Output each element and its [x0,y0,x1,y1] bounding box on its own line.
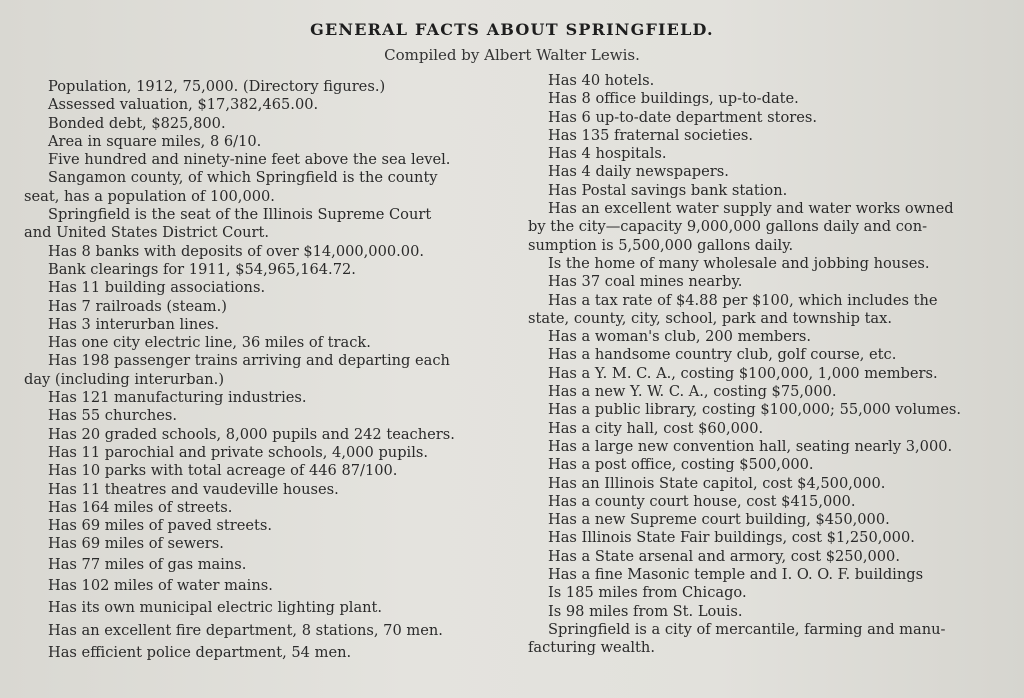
fact-line: Has an excellent fire department, 8 stations, 70 men. [48,621,443,639]
fact-line: Has 102 miles of water mains. [48,577,273,595]
fact-line: Has 8 office buildings, up-to-date. [548,90,799,108]
fact-line: Assessed valuation, $17,382,465.00. [48,96,319,114]
fact-line: Has 69 miles of sewers. [48,535,224,553]
fact-line: Has 3 interurban lines. [48,315,219,333]
fact-line: state, county, city, school, park and township tax. [528,309,893,327]
fact-line: Has a State arsenal and armory, cost $250,000. [548,547,900,565]
fact-line: Has 135 fraternal societies. [548,126,754,144]
fact-line: sumption is 5,500,000 gallons daily. [528,236,794,254]
page-title: GENERAL FACTS ABOUT SPRINGFIELD. [310,20,714,39]
fact-line: Has 8 banks with deposits of over $14,000,000.00. [48,242,425,260]
left-column [24,78,490,662]
fact-line: Has a fine Masonic temple and I. O. O. F. buildings [548,566,924,584]
fact-line: Has 11 building associations. [48,279,266,297]
fact-line: Has 10 parks with total acreage of 446 87/100. [48,462,398,480]
fact-line: Has 37 coal mines nearby. [548,273,743,291]
fact-line: Has 6 up-to-date department stores. [548,108,818,126]
fact-line: Has an excellent water supply and water works owned [548,200,954,218]
fact-line: Is 98 miles from St. Louis. [548,602,743,620]
fact-line: Has a new Supreme court building, $450,000. [548,511,890,529]
fact-line: and United States District Court. [24,224,269,242]
fact-line: Has a large new convention hall, seating nearly 3,000. [548,437,953,455]
fact-line: Has one city electric line, 36 miles of track. [48,334,371,352]
fact-line: Has a handsome country club, golf course, etc. [548,346,897,364]
fact-line: Population, 1912, 75,000. (Directory figures.) [48,78,386,95]
fact-line: Bank clearings for 1911, $54,965,164.72. [48,260,356,278]
fact-line: Has 121 manufacturing industries. [48,389,307,407]
fact-line: Has 55 churches. [48,407,178,425]
fact-line: seat, has a population of 100,000. [24,187,275,205]
fact-line: Is 185 miles from Chicago. [548,584,747,602]
fact-line: Has 7 railroads (steam.) [48,297,227,315]
fact-line: Area in square miles, 8 6/10. [48,132,262,150]
fact-line: Bonded debt, $825,800. [48,114,226,132]
fact-line: Has 4 hospitals. [548,145,667,163]
fact-line: Has Illinois State Fair buildings, cost $1,250,000. [548,529,915,547]
fact-line: Has its own municipal electric lighting plant. [48,599,383,617]
fact-line: Has an Illinois State capitol, cost $4,500,000. [548,474,886,492]
fact-line: Springfield is a city of mercantile, farming and manu- [548,620,946,638]
fact-line: Has 69 miles of paved streets. [48,517,273,535]
fact-line: Has efficient police department, 54 men. [48,643,352,661]
fact-line: day (including interurban.) [24,370,225,388]
fact-line: Has a post office, costing $500,000. [548,456,814,474]
fact-line: Has 164 miles of streets. [48,498,233,516]
byline: Compiled by Albert Walter Lewis. [384,46,640,64]
fact-line: Has a tax rate of $4.88 per $100, which includes the [548,291,938,309]
fact-line: Has a county court house, cost $415,000. [548,492,856,510]
fact-line: Is the home of many wholesale and jobbing houses. [548,254,930,272]
fact-line: Has a public library, costing $100,000; 55,000 volumes. [548,401,961,419]
fact-line: Has 40 hotels. [548,72,655,89]
right-column [528,72,1008,658]
fact-line: Has a Y. M. C. A., costing $100,000, 1,000 members. [548,364,938,382]
fact-line: Springfield is the seat of the Illinois Supreme Court [48,206,432,224]
fact-line: Has 4 daily newspapers. [548,163,729,181]
fact-line: Has 77 miles of gas mains. [48,555,247,573]
fact-line: Has 11 theatres and vaudeville houses. [48,480,339,498]
fact-line: Sangamon county, of which Springfield is the county [48,169,438,187]
fact-line: Has 198 passenger trains arriving and departing each [48,352,450,370]
fact-line: Has 11 parochial and private schools, 4,000 pupils. [48,443,429,461]
fact-line: Five hundred and ninety-nine feet above the sea level. [48,151,451,169]
fact-line: facturing wealth. [528,639,655,657]
fact-line: Has a woman's club, 200 members. [548,328,812,346]
fact-line: by the city—capacity 9,000,000 gallons daily and con- [528,218,928,236]
fact-line: Has a city hall, cost $60,000. [548,419,764,437]
fact-line: Has 20 graded schools, 8,000 pupils and 242 teachers. [48,425,455,443]
fact-line: Has a new Y. W. C. A., costing $75,000. [548,383,837,401]
fact-line: Has Postal savings bank station. [548,181,788,199]
